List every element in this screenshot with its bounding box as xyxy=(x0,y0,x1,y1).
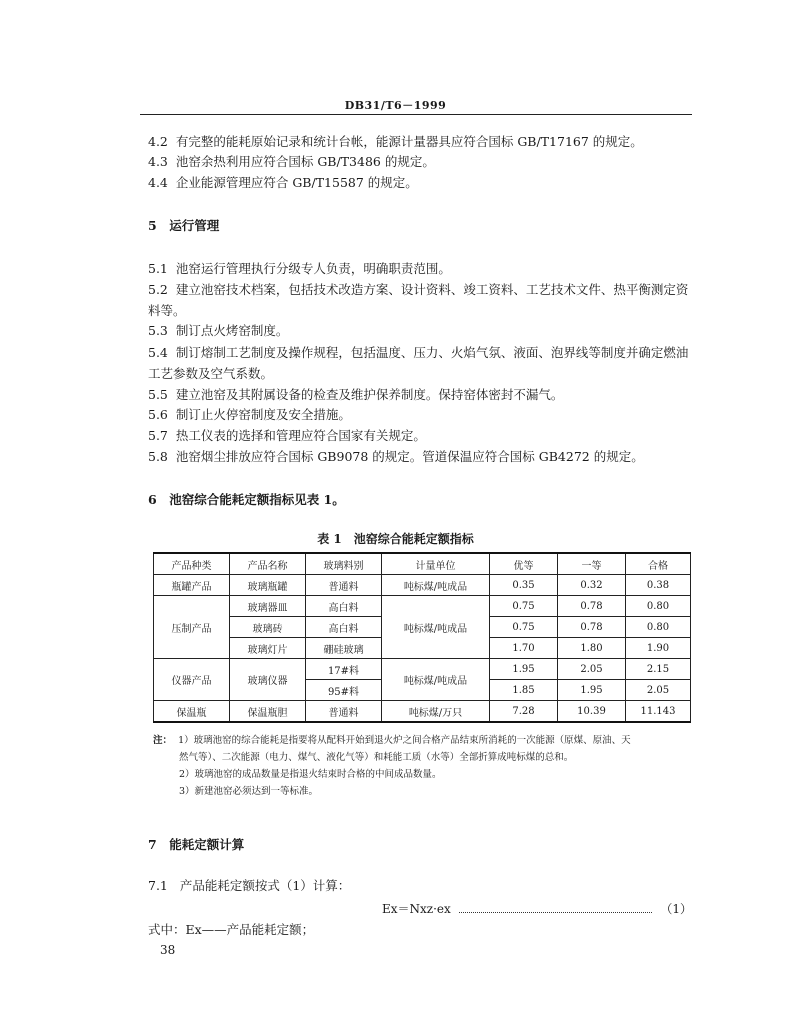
note-line: 然气等）、二次能源（电力、煤气、液化气等）和耗能工质（水等）全部折算成吨标煤的总和。 xyxy=(179,752,574,763)
clause-number: 5.1 xyxy=(148,261,168,276)
product-name-cell: 玻璃灯片 xyxy=(230,638,306,659)
clause-4-4 xyxy=(148,173,693,193)
clause-7-1 xyxy=(148,876,693,896)
table-row xyxy=(154,575,691,596)
section-5-title: 5 运行管理 xyxy=(148,218,220,233)
excellent-cell: 1.95 xyxy=(490,659,558,680)
product-name-cell: 玻璃瓶罐 xyxy=(230,575,306,596)
note-line xyxy=(153,732,690,749)
excellent-cell: 0.75 xyxy=(490,617,558,638)
clause-5-6 xyxy=(148,405,693,425)
first-grade-cell: 2.05 xyxy=(558,659,626,680)
pass-cell: 1.90 xyxy=(626,638,691,659)
excellent-cell: 0.35 xyxy=(490,575,558,596)
note-line: 3）新建池窑必须达到一等标准。 xyxy=(179,786,319,797)
clause-text: 池窑烟尘排放应符合国标 GB9078 的规定。管道保温应符合国标 GB4272 的规定。 xyxy=(175,449,644,464)
glass-type-cell: 硼硅玻璃 xyxy=(306,638,382,659)
glass-type-cell: 普通料 xyxy=(306,575,382,596)
first-grade-cell: 0.32 xyxy=(558,575,626,596)
column-header: 优等 xyxy=(490,553,558,575)
table-row xyxy=(154,659,691,680)
clause-number: 5.3 xyxy=(148,323,168,338)
clause-number: 5.4 xyxy=(148,345,168,360)
glass-type-cell: 高白料 xyxy=(306,617,382,638)
pass-cell: 2.05 xyxy=(626,680,691,701)
clause-5-2 xyxy=(148,279,693,321)
clause-number: 5.5 xyxy=(148,387,168,402)
clause-number: 7.1 xyxy=(148,878,168,893)
clause-number: 5.2 xyxy=(148,282,168,297)
column-header: 玻璃料别 xyxy=(306,553,382,575)
clause-number: 5.6 xyxy=(148,407,168,422)
product-name-cell: 玻璃仪器 xyxy=(230,659,306,701)
category-cell: 仪器产品 xyxy=(154,659,230,701)
clause-text: 池窑运行管理执行分级专人负责，明确职责范围。 xyxy=(175,261,451,276)
clause-text: 制订止火停窑制度及安全措施。 xyxy=(175,407,351,422)
unit-cell: 吨标煤/吨成品 xyxy=(382,575,490,596)
clause-number: 5.8 xyxy=(148,449,168,464)
clause-text: 建立池窑技术档案，包括技术改造方案、设计资料、竣工资料、工艺技术文件、热平衡测定资料等。 xyxy=(148,282,689,318)
product-name-cell: 玻璃器皿 xyxy=(230,596,306,617)
clause-number: 4.2 xyxy=(148,134,168,149)
formula-expression: Ex＝Nxz·ex xyxy=(382,902,451,916)
clause-5-5 xyxy=(148,385,693,405)
product-name-cell: 玻璃砖 xyxy=(230,617,306,638)
glass-type-cell: 普通料 xyxy=(306,701,382,723)
clause-5-4 xyxy=(148,342,693,384)
clause-text: 建立池窑及其附属设备的检查及维护保养制度。保持窑体密封不漏气。 xyxy=(175,387,564,402)
column-header: 产品名称 xyxy=(230,553,306,575)
pass-cell: 2.15 xyxy=(626,659,691,680)
formula-number: （1） xyxy=(660,902,692,916)
clause-5-3 xyxy=(148,321,693,341)
clause-text: 池窑余热利用应符合国标 GB/T3486 的规定。 xyxy=(175,154,435,169)
note-text: 1）玻璃池窑的综合能耗是指要将从配料开始到退火炉之间合格产品结束所消耗的一次能源（原煤、原油、天 xyxy=(178,735,631,746)
section-7-title: 7 能耗定额计算 xyxy=(148,837,245,852)
clause-text: 制订点火烤窑制度。 xyxy=(175,323,289,338)
clause-number: 5.7 xyxy=(148,428,168,443)
pass-cell: 11.143 xyxy=(626,701,691,723)
pass-cell: 0.38 xyxy=(626,575,691,596)
table-row xyxy=(154,701,691,723)
column-header: 一等 xyxy=(558,553,626,575)
clause-5-1 xyxy=(148,259,693,279)
header-rule xyxy=(140,114,692,115)
first-grade-cell: 1.95 xyxy=(558,680,626,701)
clause-text: 有完整的能耗原始记录和统计台帐，能源计量器具应符合国标 GB/T17167 的规定。 xyxy=(175,134,643,149)
clause-text: 热工仪表的选择和管理应符合国家有关规定。 xyxy=(175,428,426,443)
clause-number: 4.4 xyxy=(148,175,168,190)
table-header-row xyxy=(154,553,691,575)
first-grade-cell: 10.39 xyxy=(558,701,626,723)
glass-type-cell: 17#料 xyxy=(306,659,382,680)
excellent-cell: 1.85 xyxy=(490,680,558,701)
formula-where-line: 式中：Ex——产品能耗定额； xyxy=(148,922,315,937)
pass-cell: 0.80 xyxy=(626,596,691,617)
unit-cell: 吨标煤/吨成品 xyxy=(382,659,490,701)
excellent-cell: 1.70 xyxy=(490,638,558,659)
column-header: 产品种类 xyxy=(154,553,230,575)
column-header: 计量单位 xyxy=(382,553,490,575)
note-label: 注： xyxy=(153,735,173,746)
note-line: 2）玻璃池窑的成品数量是指退火结束时合格的中间成品数量。 xyxy=(179,769,442,780)
clause-5-7 xyxy=(148,426,693,446)
clause-4-2 xyxy=(148,132,693,152)
page-header: DB31/T6－1999 xyxy=(344,99,447,112)
table-row xyxy=(154,596,691,617)
pass-cell: 0.80 xyxy=(626,617,691,638)
unit-cell: 吨标煤/吨成品 xyxy=(382,596,490,659)
first-grade-cell: 0.78 xyxy=(558,596,626,617)
page-number: 38 xyxy=(160,943,176,957)
category-cell: 瓶罐产品 xyxy=(154,575,230,596)
energy-quota-table xyxy=(153,552,691,723)
clause-text: 企业能源管理应符合 GB/T15587 的规定。 xyxy=(175,175,418,190)
column-header: 合格 xyxy=(626,553,691,575)
first-grade-cell: 1.80 xyxy=(558,638,626,659)
glass-type-cell: 高白料 xyxy=(306,596,382,617)
clause-number: 4.3 xyxy=(148,154,168,169)
excellent-cell: 0.75 xyxy=(490,596,558,617)
leader-dots xyxy=(459,904,653,913)
category-cell: 压制产品 xyxy=(154,596,230,659)
category-cell: 保温瓶 xyxy=(154,701,230,723)
clause-text: 产品能耗定额按式（1）计算： xyxy=(179,878,351,893)
product-name-cell: 保温瓶胆 xyxy=(230,701,306,723)
excellent-cell: 7.28 xyxy=(490,701,558,723)
clause-5-8 xyxy=(148,447,693,467)
clause-text: 制订熔制工艺制度及操作规程，包括温度、压力、火焰气氛、液面、泡界线等制度并确定燃油工艺参数及空气系数。 xyxy=(148,345,689,381)
table-notes xyxy=(153,732,690,800)
clause-4-3 xyxy=(148,152,693,172)
glass-type-cell: 95#料 xyxy=(306,680,382,701)
formula-1 xyxy=(382,900,692,917)
section-6-title: 6 池窑综合能耗定额指标见表 1。 xyxy=(148,492,345,507)
unit-cell: 吨标煤/万只 xyxy=(382,701,490,723)
first-grade-cell: 0.78 xyxy=(558,617,626,638)
table-caption: 表 1 池窑综合能耗定额指标 xyxy=(317,532,474,546)
